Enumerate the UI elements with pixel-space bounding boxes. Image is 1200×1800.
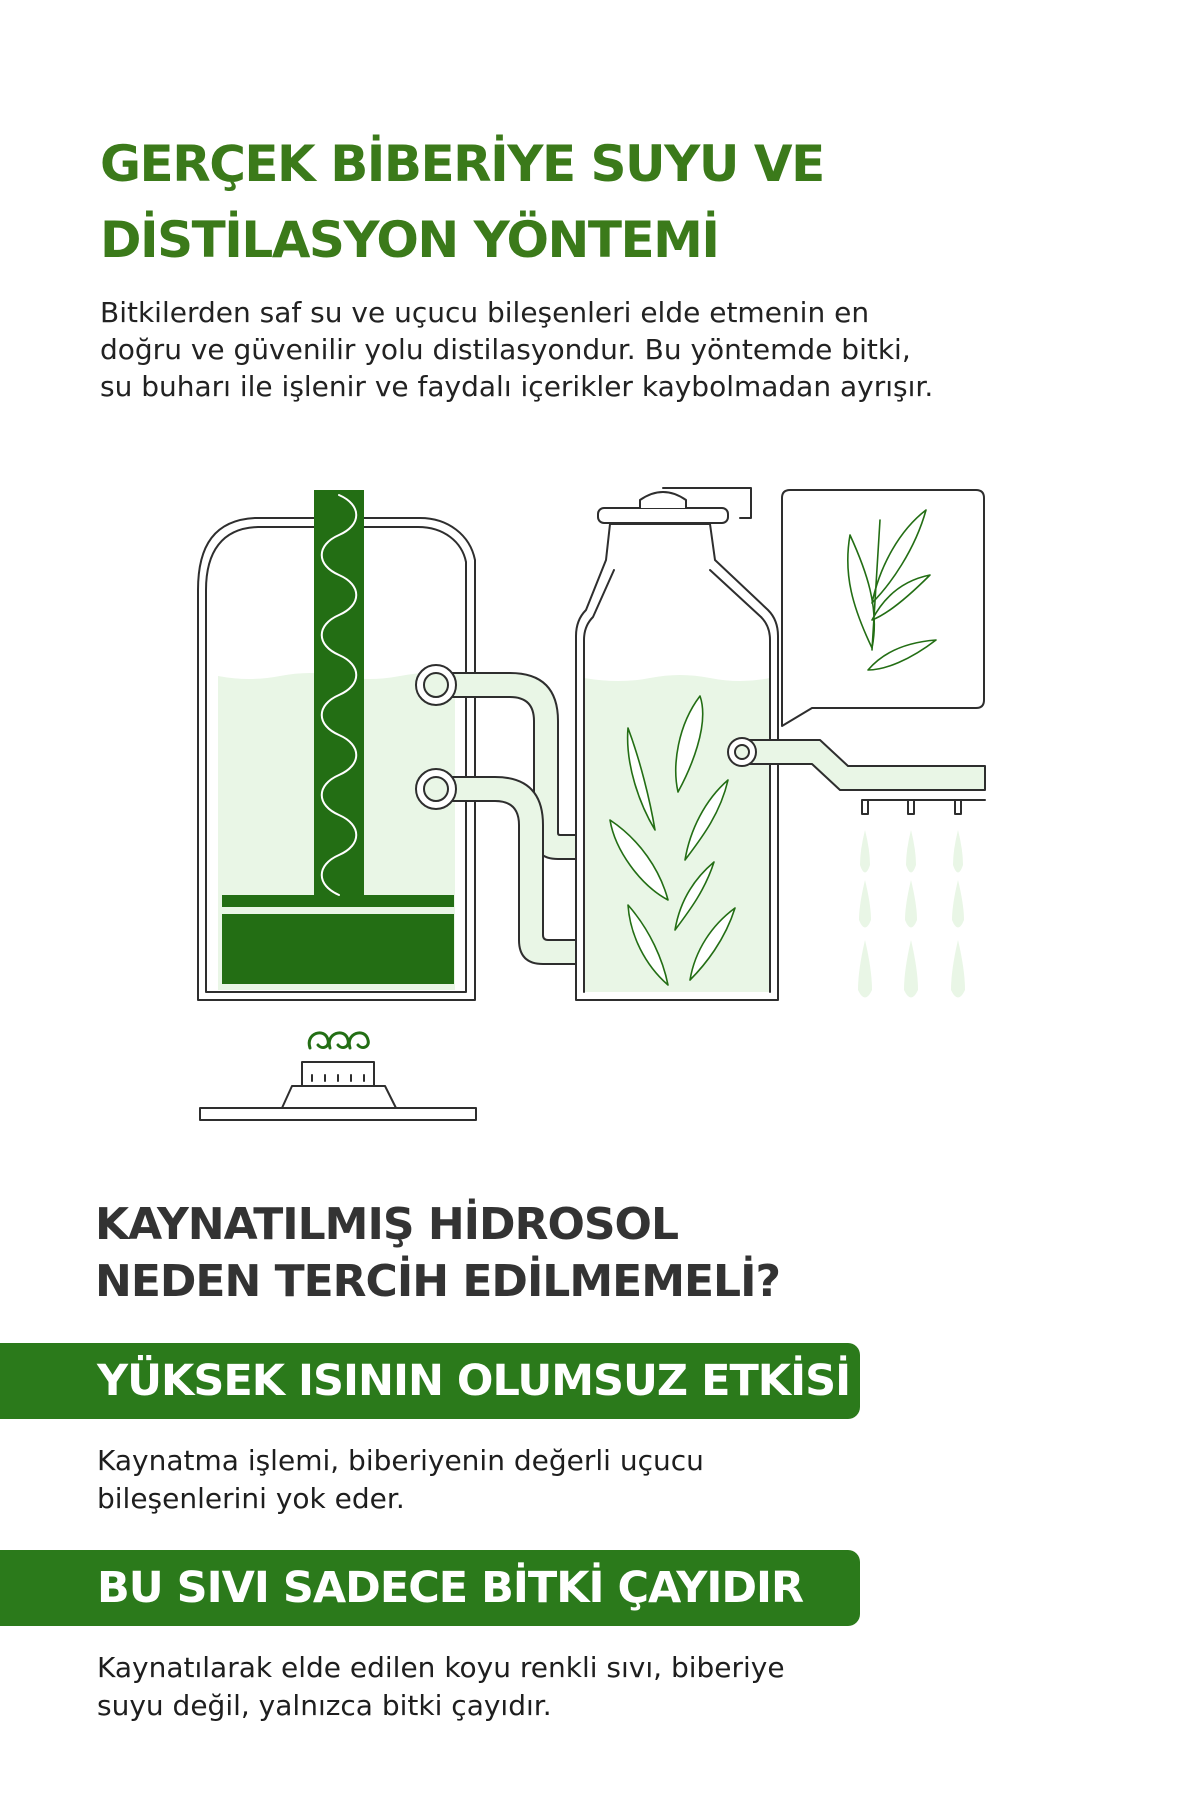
water-drop-icon (858, 830, 965, 998)
point-text-line-1: Kaynatma işlemi, biberiyenin değerli uçucu (97, 1444, 704, 1477)
intro-line-1: Bitkilerden saf su ve uçucu bileşenleri elde etmenin en (100, 296, 870, 329)
section-title (95, 1196, 995, 1310)
burner-flame-icon (200, 1033, 476, 1120)
section-title-line-2: NEDEN TERCİH EDİLMEMELİ? (95, 1256, 780, 1307)
point-description (97, 1442, 917, 1518)
point-description (97, 1649, 917, 1725)
point-text-line-2: suyu değil, yalnızca bitki çayıdır. (97, 1689, 552, 1722)
point-heading: BU SIVI SADECE BİTKİ ÇAYIDIR (97, 1563, 804, 1613)
point-text-line-2: bileşenlerini yok eder. (97, 1482, 405, 1515)
boiler-tank-icon (198, 490, 475, 1000)
point-text-line-1: Kaynatılarak elde edilen koyu renkli sıvı, biberiye (97, 1651, 785, 1684)
title-line-1: GERÇEK BİBERİYE SUYU VE (100, 135, 824, 193)
intro-paragraph (100, 294, 1060, 405)
title-line-2: DİSTİLASYON YÖNTEMİ (100, 211, 719, 269)
intro-line-2: doğru ve güvenilir yolu distilasyondur. Bu yöntemde bitki, (100, 333, 911, 366)
page-title (100, 126, 1000, 278)
distillation-illustration (0, 470, 1200, 1150)
point-banner-high-heat (0, 1343, 860, 1419)
section-title-line-1: KAYNATILMIŞ HİDROSOL (95, 1199, 678, 1250)
point-heading: YÜKSEK ISININ OLUMSUZ ETKİSİ (97, 1356, 851, 1406)
intro-line-3: su buharı ile işlenir ve faydalı içerikler kaybolmadan ayrışır. (100, 370, 934, 403)
point-banner-herbal-tea (0, 1550, 860, 1626)
